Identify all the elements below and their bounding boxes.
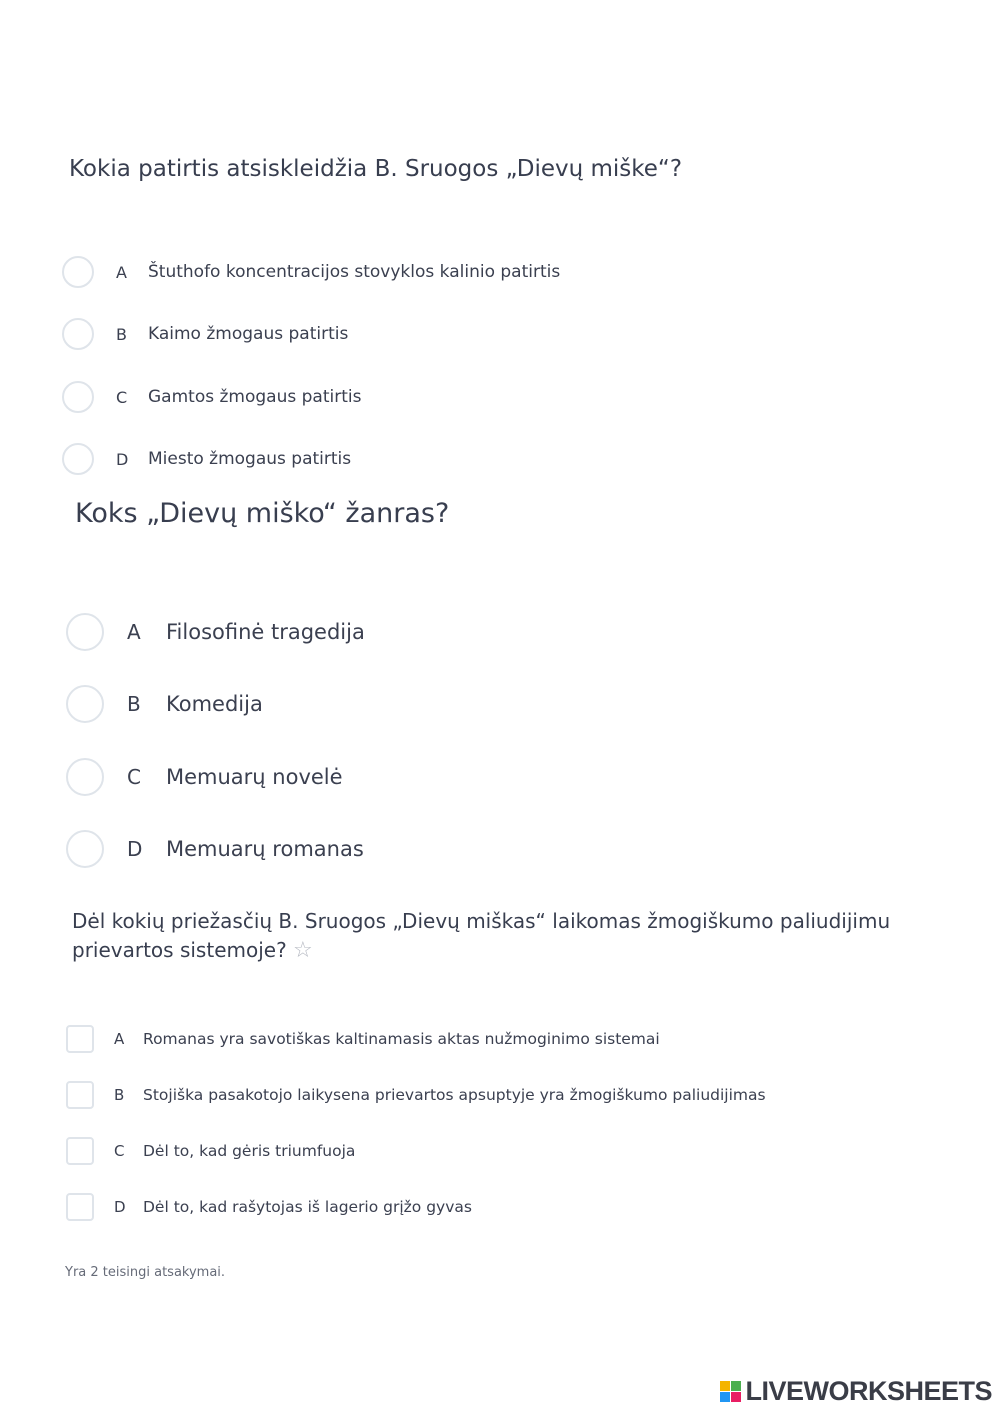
radio-button[interactable] (66, 685, 104, 723)
option-text: Memuarų romanas (166, 837, 364, 861)
question-3-option-d[interactable] (66, 1193, 472, 1221)
radio-button[interactable] (62, 443, 94, 475)
radio-button[interactable] (62, 318, 94, 350)
option-text: Kaimo žmogaus patirtis (148, 324, 349, 344)
radio-button[interactable] (62, 256, 94, 288)
star-icon[interactable]: ☆ (293, 938, 313, 963)
radio-button[interactable] (62, 381, 94, 413)
question-1-option-c[interactable] (62, 381, 361, 413)
option-text: Romanas yra savotiškas kaltinamasis aktas nužmoginimo sistemai (143, 1030, 660, 1048)
checkbox[interactable] (66, 1137, 94, 1165)
checkbox[interactable] (66, 1081, 94, 1109)
question-2-option-a[interactable] (66, 613, 365, 651)
logo-cube-cell (731, 1381, 741, 1391)
question-2-option-b[interactable] (66, 685, 263, 723)
radio-button[interactable] (66, 758, 104, 796)
option-text: Filosofinė tragedija (166, 620, 365, 644)
checkbox[interactable] (66, 1193, 94, 1221)
option-text: Miesto žmogaus patirtis (148, 449, 352, 469)
question-2-option-d[interactable] (66, 830, 364, 868)
option-letter: C (127, 765, 141, 789)
question-3-title-line-2 (72, 936, 890, 965)
option-text: Dėl to, kad gėris triumfuoja (143, 1142, 356, 1160)
question-1-option-a[interactable] (62, 256, 560, 288)
liveworksheets-logo (720, 1377, 992, 1405)
option-letter: B (127, 692, 141, 716)
radio-button[interactable] (66, 830, 104, 868)
option-text: Memuarų novelė (166, 765, 343, 789)
option-letter: B (116, 324, 127, 344)
question-2-title: Koks „Dievų miško“ žanras? (75, 498, 450, 529)
question-3-option-b[interactable] (66, 1081, 766, 1109)
checkbox[interactable] (66, 1025, 94, 1053)
logo-cube-cell (720, 1381, 730, 1391)
correct-answers-note: Yra 2 teisingi atsakymai. (65, 1265, 226, 1280)
question-3-title-line-2-text: prievartos sistemoje? (72, 938, 287, 962)
question-3-option-a[interactable] (66, 1025, 660, 1053)
option-text: Gamtos žmogaus patirtis (148, 387, 362, 407)
option-letter: A (127, 620, 141, 644)
option-letter: D (116, 449, 129, 469)
option-letter: A (114, 1030, 125, 1048)
question-1-option-b[interactable] (62, 318, 348, 350)
question-1-option-d[interactable] (62, 443, 351, 475)
question-3-option-c[interactable] (66, 1137, 355, 1165)
option-letter: B (114, 1086, 125, 1104)
question-2-option-c[interactable] (66, 758, 343, 796)
logo-cube-cell (720, 1392, 730, 1402)
logo-text: LIVEWORKSHEETS (745, 1375, 992, 1406)
option-text: Štuthofo koncentracijos stovyklos kalinio patirtis (148, 262, 561, 282)
option-letter: D (127, 837, 143, 861)
question-3-title-line-1: Dėl kokių priežasčių B. Sruogos „Dievų miškas“ laikomas žmogiškumo paliudijimu (72, 909, 891, 933)
option-letter: D (114, 1198, 126, 1216)
option-letter: C (116, 387, 128, 407)
option-letter: A (116, 262, 127, 282)
option-letter: C (114, 1142, 125, 1160)
option-text: Stojiška pasakotojo laikysena prievartos apsuptyje yra žmogiškumo paliudijimas (143, 1086, 766, 1104)
question-3-title (72, 907, 890, 965)
logo-cube-icon (720, 1381, 741, 1402)
radio-button[interactable] (66, 613, 104, 651)
option-text: Komedija (166, 692, 263, 716)
logo-cube-cell (731, 1392, 741, 1402)
question-1-title: Kokia patirtis atsiskleidžia B. Sruogos „Dievų miške“? (69, 156, 683, 182)
option-text: Dėl to, kad rašytojas iš lagerio grįžo gyvas (143, 1198, 472, 1216)
